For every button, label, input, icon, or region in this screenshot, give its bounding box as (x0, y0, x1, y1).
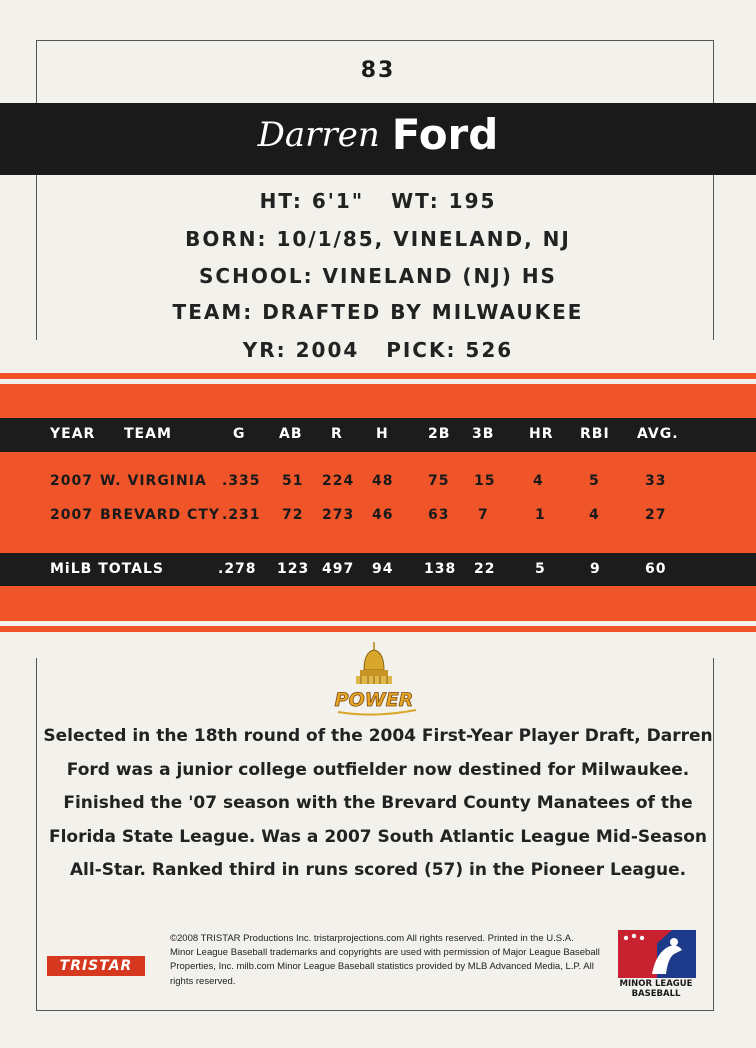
table-row-2-2b: 63 (428, 507, 450, 523)
bio-team: TEAM: DRAFTED BY MILWAUKEE (172, 300, 584, 324)
col-avg: AVG. (637, 426, 679, 442)
bio-born: BORN: 10/1/85, VINELAND, NJ (185, 227, 571, 251)
card-number: 83 (360, 58, 396, 83)
col-h: H (376, 426, 389, 442)
table-row-1-3b: 15 (474, 473, 496, 489)
table-row-1-r: 224 (322, 473, 355, 489)
table-row-1-avg: 33 (645, 473, 667, 489)
totals-2b: 138 (424, 561, 457, 577)
table-row-1-ab: 51 (282, 473, 304, 489)
player-name (0, 110, 756, 159)
table-row-1-hr: 4 (533, 473, 544, 489)
totals-g: .278 (218, 561, 257, 577)
milb-logo-line2: BASEBALL (631, 989, 681, 999)
bio-height-weight: HT: 6'1" WT: 195 (259, 189, 497, 213)
totals-ab: 123 (277, 561, 310, 577)
stripe-top-thin (0, 373, 756, 379)
col-3b: 3B (472, 426, 495, 442)
table-row-1-team: W. VIRGINIA (100, 473, 207, 489)
table-row-2-3b: 7 (478, 507, 489, 523)
tristar-logo: TRISTAR (47, 956, 145, 976)
table-row-2-team: BREVARD CTY (100, 507, 220, 523)
frame-left-line-bottom (36, 658, 37, 1010)
col-r: R (331, 426, 343, 442)
power-team-logo (328, 640, 428, 720)
col-hr: HR (529, 426, 554, 442)
table-row-2-r: 273 (322, 507, 355, 523)
table-row-2-ab: 72 (282, 507, 304, 523)
player-last-name: Ford (391, 110, 499, 159)
power-logo-text: POWER (334, 689, 414, 711)
col-year: YEAR (50, 426, 96, 442)
totals-hr: 5 (535, 561, 546, 577)
totals-avg: 60 (645, 561, 667, 577)
table-row-1-g: .335 (222, 473, 261, 489)
table-row-1-year: 2007 (50, 473, 93, 489)
col-team: TEAM (124, 426, 172, 442)
legal-copyright-text: ©2008 TRISTAR Productions Inc. tristarprojections.com All rights reserved. Printed in the U.S.A. Minor League Baseball trademarks and copyrights are used with permission of Major League Baseball Properties, Inc. milb.com Minor League Baseball statistics provided by MLB Advanced Media, L.P. All rights reserved. (170, 933, 600, 987)
milb-logo-line1: MINOR LEAGUE (619, 979, 693, 989)
table-row-1-rbi: 5 (589, 473, 600, 489)
totals-h: 94 (372, 561, 394, 577)
totals-rbi: 9 (590, 561, 601, 577)
table-row-2-year: 2007 (50, 507, 93, 523)
totals-r: 497 (322, 561, 355, 577)
table-row-1-h: 48 (372, 473, 394, 489)
table-row-2-hr: 1 (535, 507, 546, 523)
frame-top-line (36, 40, 714, 41)
table-row-2-avg: 27 (645, 507, 667, 523)
table-row-2-h: 46 (372, 507, 394, 523)
table-row-2-g: .231 (222, 507, 261, 523)
milb-logo-text (604, 979, 708, 999)
player-bio-blurb: Selected in the 18th round of the 2004 First-Year Player Draft, Darren Ford was a junior college outfielder now destined for Milwaukee. Finished the '07 season with the Brevard County Manatees of the Florida State League. Was a 2007 South Atlantic League Mid-Season All-Star. Ranked third in runs scored (57) in the Pioneer League. (43, 726, 713, 880)
totals-label: MiLB TOTALS (50, 561, 164, 577)
col-ab: AB (279, 426, 303, 442)
table-row-1-2b: 75 (428, 473, 450, 489)
player-first-name: Darren (257, 114, 380, 155)
bio-year-pick: YR: 2004 PICK: 526 (242, 338, 514, 362)
bio-school: SCHOOL: VINELAND (NJ) HS (199, 264, 557, 288)
col-2b: 2B (428, 426, 451, 442)
col-g: G (233, 426, 246, 442)
frame-bottom-line (36, 1010, 714, 1011)
col-rbi: RBI (580, 426, 610, 442)
totals-3b: 22 (474, 561, 496, 577)
stripe-bottom-thin (0, 626, 756, 632)
table-row-2-rbi: 4 (589, 507, 600, 523)
